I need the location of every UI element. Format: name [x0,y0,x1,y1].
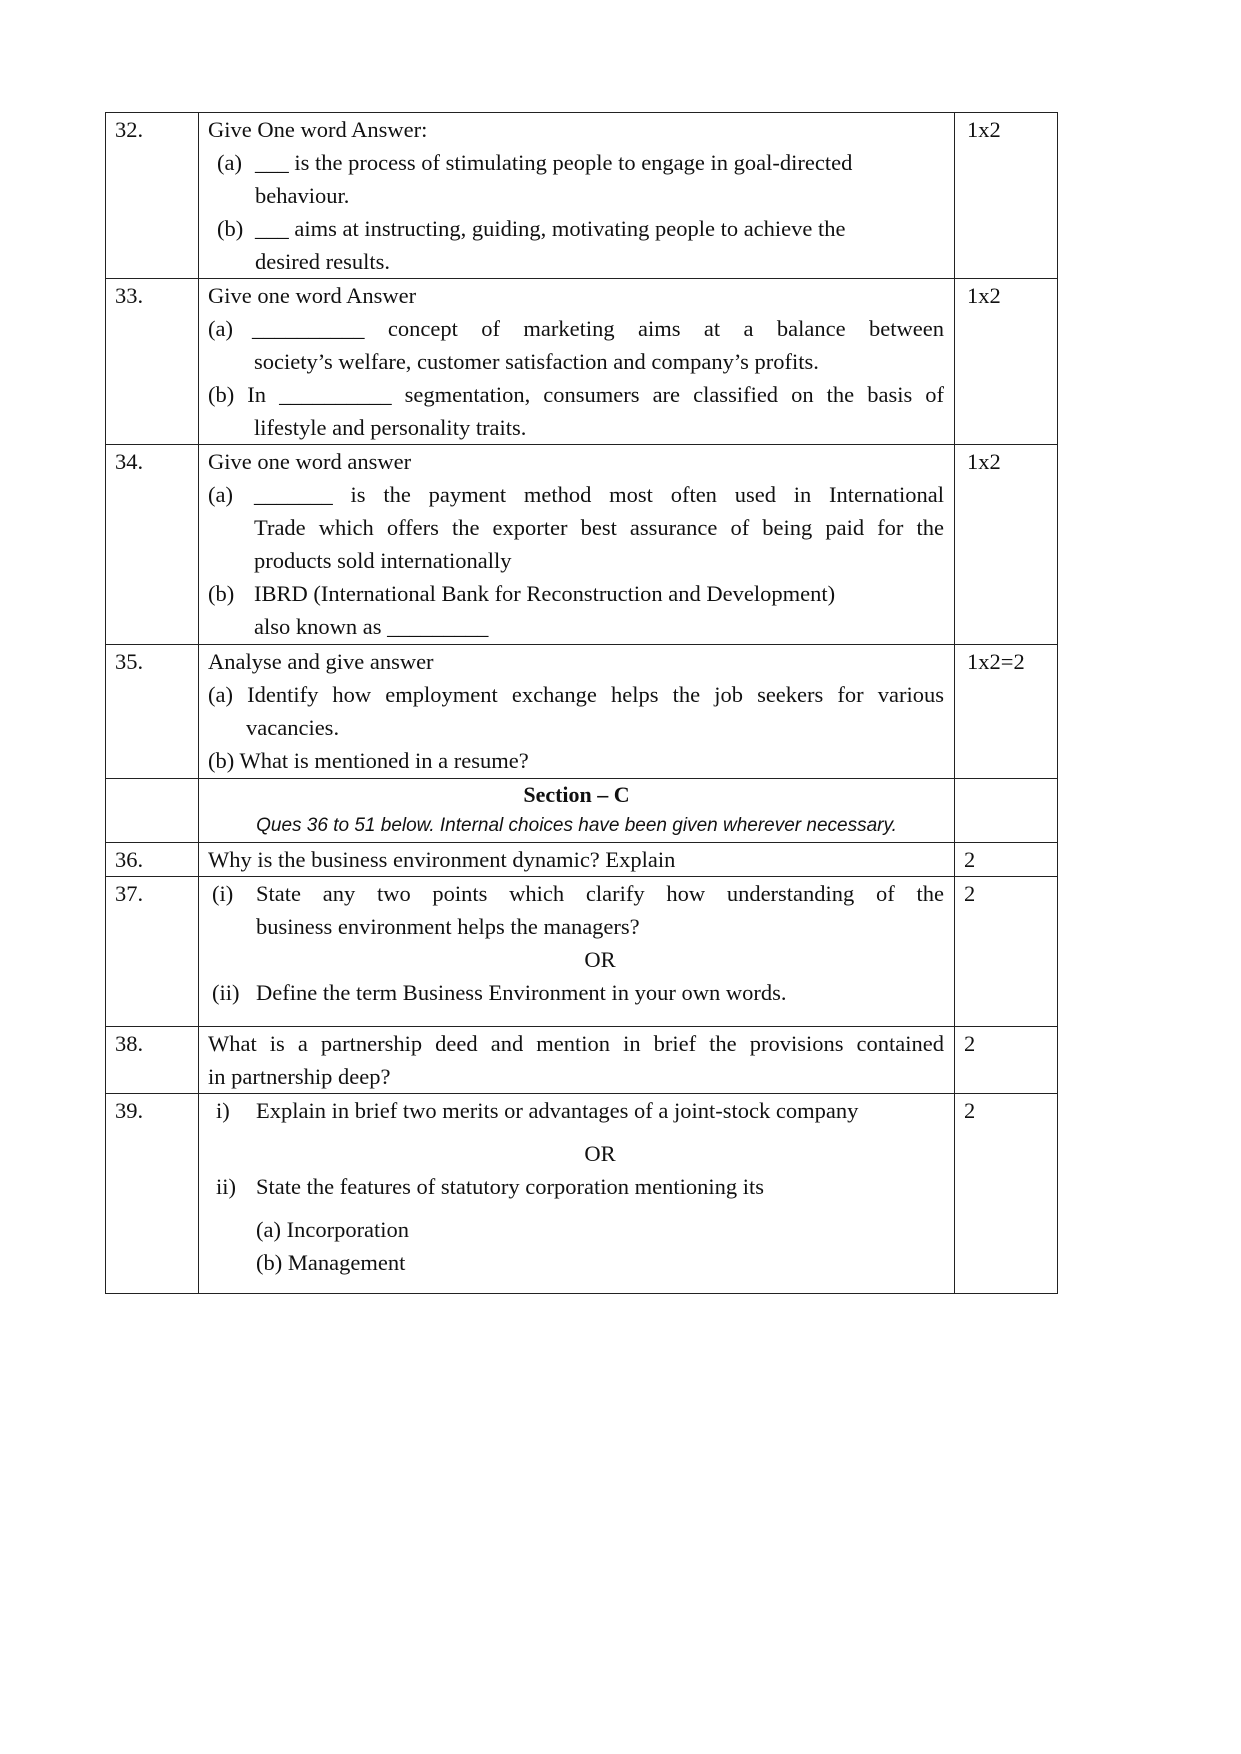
section-row [106,779,1058,843]
question-row-37 [106,877,1058,1027]
question-body [199,113,955,279]
empty-cell [106,779,199,843]
sub-item: (a) Incorporation [256,1217,410,1242]
question-number: 38. [106,1027,199,1094]
item-text-cont: vacancies. [246,715,340,740]
question-number: 39. [106,1094,199,1294]
question-row-34 [106,445,1058,645]
item-text: State any two points which clarify how understanding of the [256,881,944,906]
item-text: Explain in brief two merits or advantages of a joint-stock company [256,1098,859,1123]
question-number: 32. [106,113,199,279]
question-body [199,1027,955,1094]
sub-item: (b) Management [256,1250,406,1275]
question-body [199,445,955,645]
question-body [199,877,955,1027]
item-text-cont: business environment helps the managers? [256,914,640,939]
item-text-cont: behaviour. [255,183,350,208]
marks: 2 [955,877,1058,1027]
question-number: 34. [106,445,199,645]
item-label: i) [216,1098,230,1123]
question-heading: Give one word Answer [208,283,417,308]
item-label: (b) [217,216,244,241]
item-text: IBRD (International Bank for Reconstruction and Development) [254,581,836,606]
marks: 2 [955,1094,1058,1294]
question-text-cont: in partnership deep? [208,1064,391,1089]
item-text-cont: products sold internationally [254,548,512,573]
question-number: 35. [106,645,199,779]
item-text: (a) Identify how employment exchange helps the job seekers for various [208,682,944,707]
item-text: ___ is the process of stimulating people to engage in goal-directed [255,150,853,175]
question-table [105,112,1058,1294]
question-heading: Give one word answer [208,449,412,474]
item-text: __________ concept of marketing aims at a balance between [252,316,944,341]
section-header [199,779,955,843]
item-label: (ii) [212,980,240,1005]
question-text: What is a partnership deed and mention in brief the provisions contained [208,1031,944,1056]
item-text: (b) What is mentioned in a resume? [208,748,529,773]
item-text-cont: lifestyle and personality traits. [254,415,527,440]
marks: 1x2 [955,445,1058,645]
question-row-35 [106,645,1058,779]
question-row-39 [106,1094,1058,1294]
item-label: (i) [212,881,234,906]
or-divider: OR [584,1141,616,1166]
question-row-36 [106,843,1058,877]
question-body [199,645,955,779]
question-heading: Analyse and give answer [208,649,434,674]
question-number: 33. [106,279,199,445]
item-text: Define the term Business Environment in your own words. [256,980,787,1005]
question-row-33 [106,279,1058,445]
item-label: (b) [208,581,235,606]
item-label: (a) [208,316,233,341]
item-label: (a) [208,482,233,507]
marks: 1x2 [955,279,1058,445]
section-subtitle: Ques 36 to 51 below. Internal choices have been given wherever necessary. [256,815,897,836]
question-text: Why is the business environment dynamic? Explain [199,843,955,877]
item-text-cont: also known as _________ [254,614,489,639]
question-number: 36. [106,843,199,877]
question-body [199,279,955,445]
item-text-cont: desired results. [255,249,390,274]
marks: 1x2 [955,113,1058,279]
empty-cell [955,779,1058,843]
question-body [199,1094,955,1294]
question-heading: Give One word Answer: [208,117,428,142]
item-text-cont: society’s welfare, customer satisfaction and company’s profits. [254,349,819,374]
question-number: 37. [106,877,199,1027]
item-label: ii) [216,1174,236,1199]
marks: 2 [955,843,1058,877]
item-text: ___ aims at instructing, guiding, motivating people to achieve the [255,216,846,241]
question-row-32 [106,113,1058,279]
marks: 1x2=2 [955,645,1058,779]
item-text-cont: Trade which offers the exporter best assurance of being paid for the [254,515,944,540]
section-title: Section – C [523,782,630,807]
or-divider: OR [584,947,616,972]
marks: 2 [955,1027,1058,1094]
item-text: _______ is the payment method most often used in International [254,482,944,507]
question-row-38 [106,1027,1058,1094]
item-text: State the features of statutory corporation mentioning its [256,1174,764,1199]
item-text: (b) In __________ segmentation, consumers are classified on the basis of [208,382,944,407]
item-label: (a) [217,150,242,175]
